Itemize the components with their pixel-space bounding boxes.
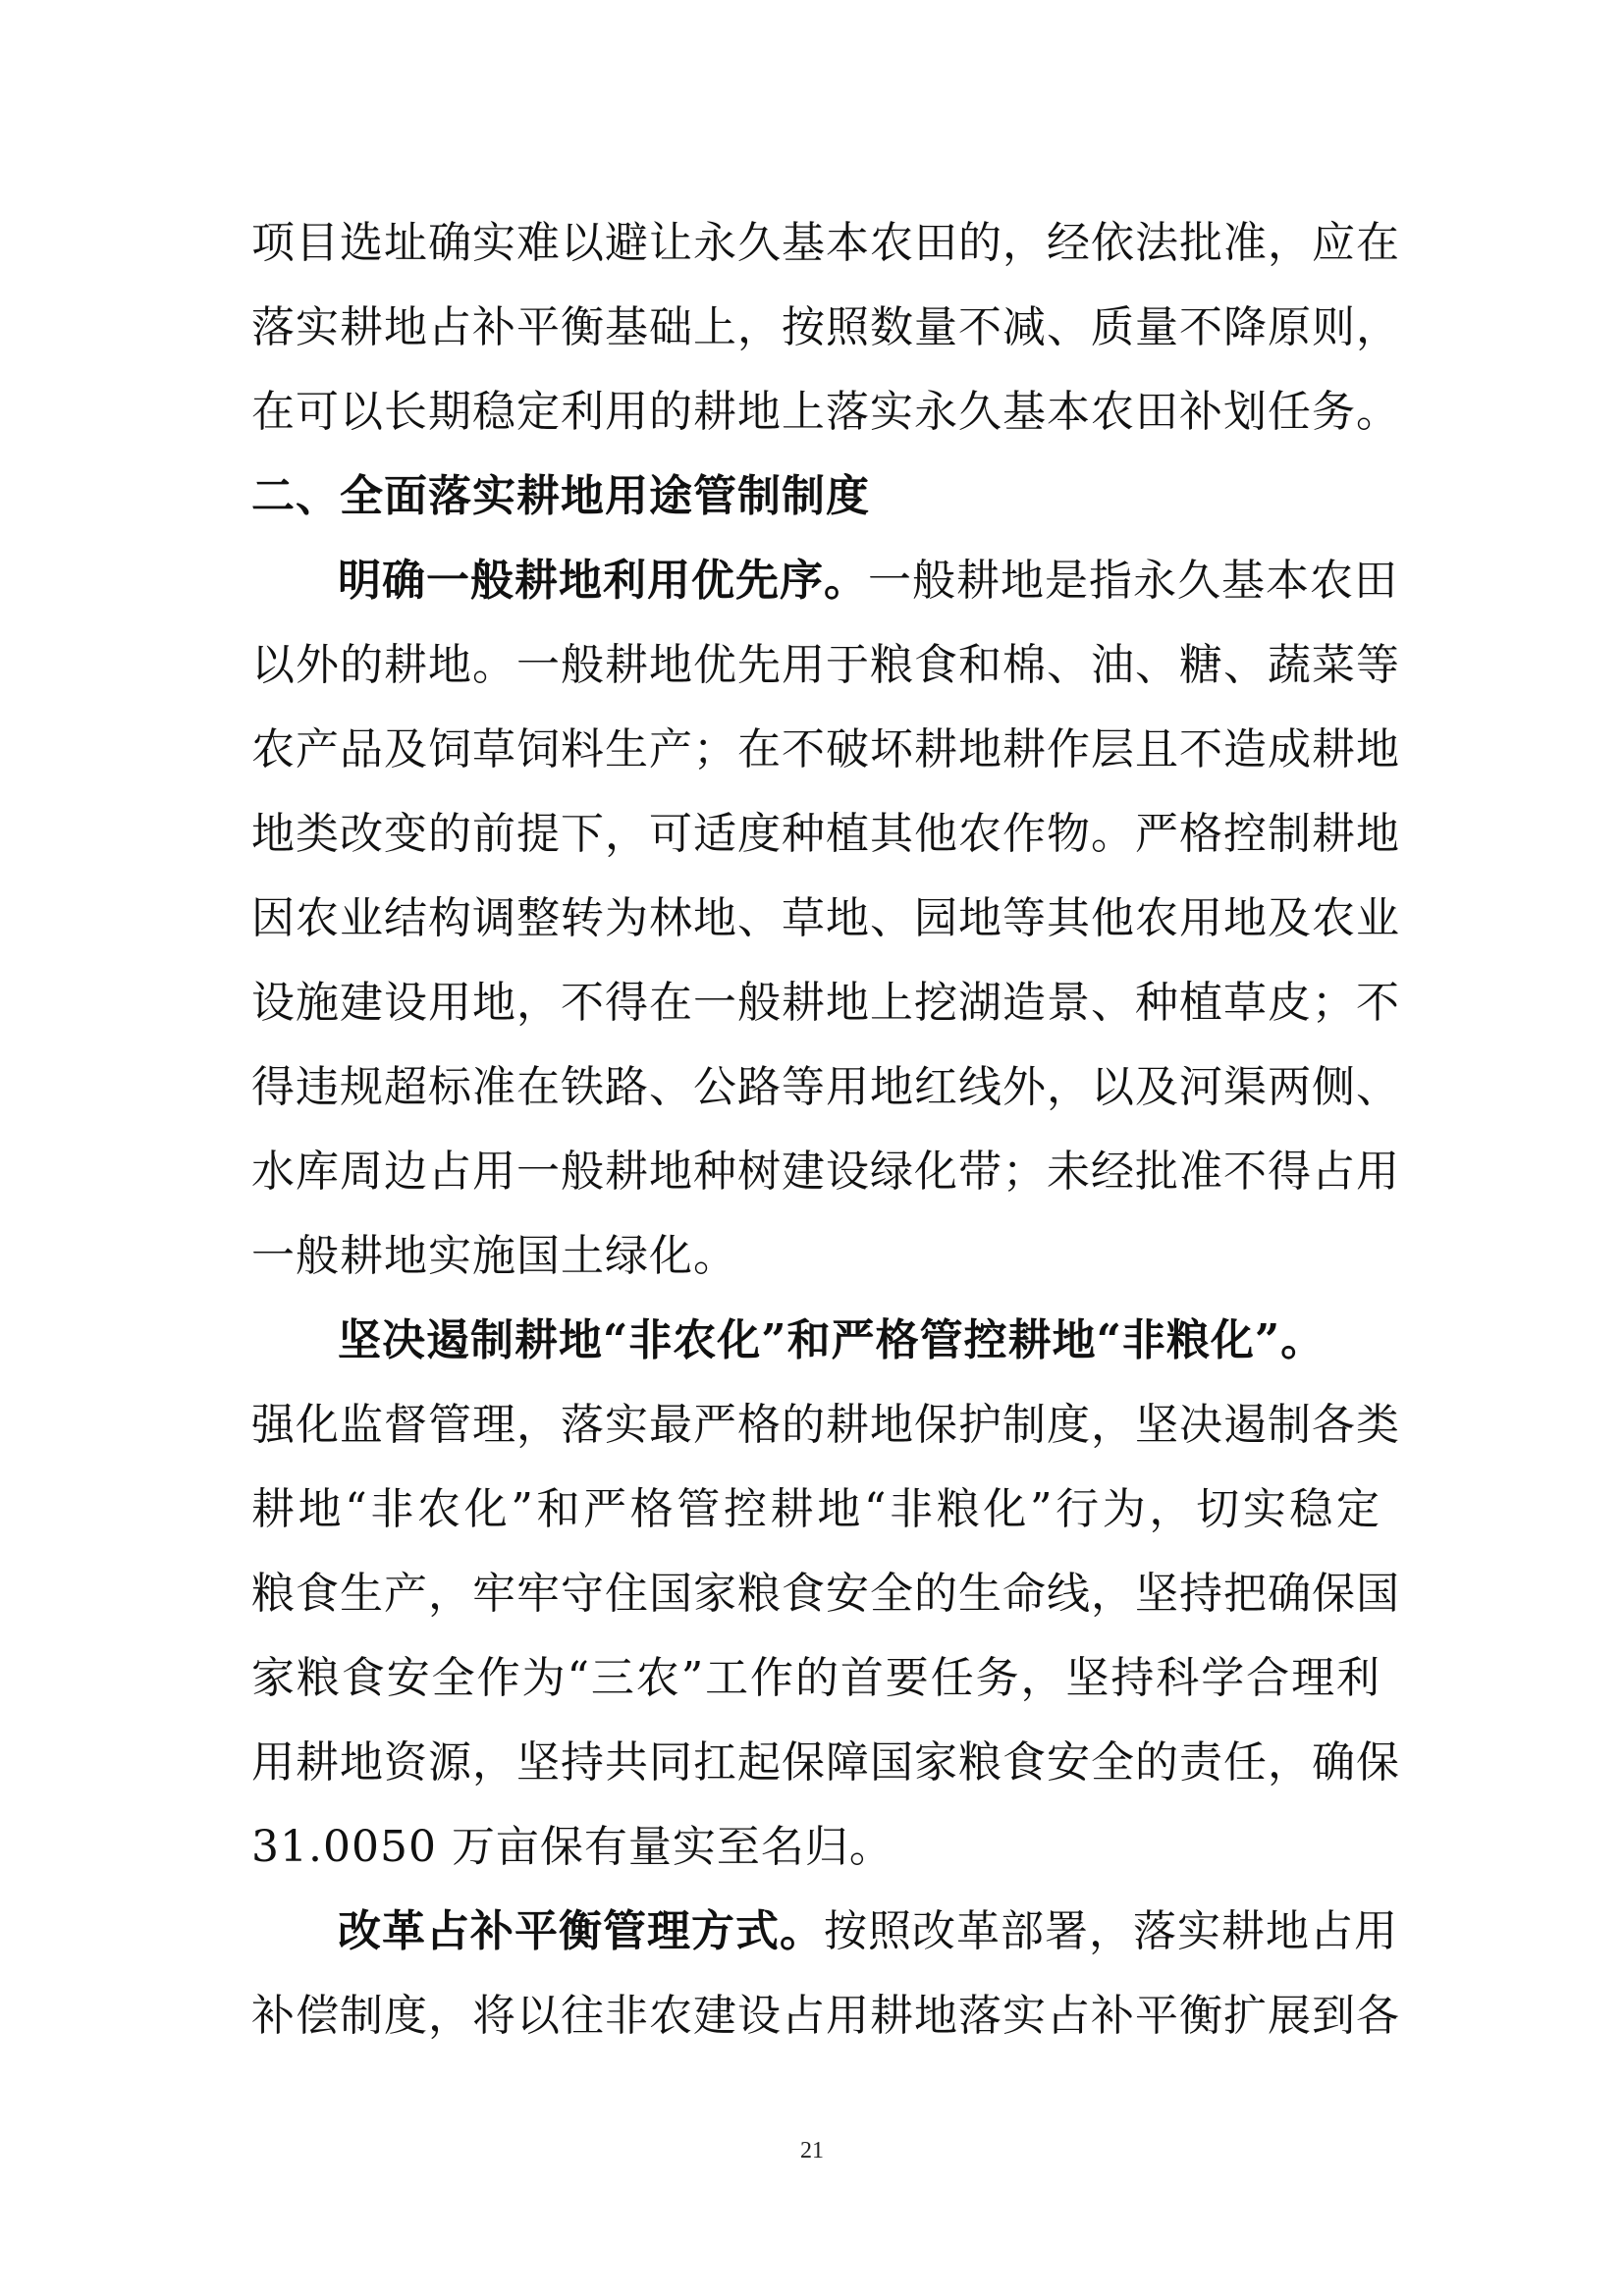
paragraph-lead: 明确一般耕地利用优先序。 xyxy=(338,556,868,606)
document-body xyxy=(251,201,1400,2058)
paragraph-lead: 改革占补平衡管理方式。 xyxy=(338,1906,824,1956)
paragraph-first-line-rest: 一般耕地是指永久基本农田 xyxy=(868,556,1398,606)
body-line: 项目选址确实难以避让永久基本农田的，经依法批准，应在 xyxy=(251,218,1400,268)
body-line: 用耕地资源，坚持共同扛起保障国家粮食安全的责任，确保 xyxy=(251,1737,1400,1788)
body-line: 设施建设用地，不得在一般耕地上挖湖造景、种植草皮；不 xyxy=(251,978,1400,1028)
body-line-last: 一般耕地实施国土绿化。 xyxy=(251,1231,737,1281)
paragraph-first-line xyxy=(251,1890,1398,1974)
paragraph-first-line-rest: 按照改革部署，落实耕地占用 xyxy=(824,1906,1398,1956)
body-line: 得违规超标准在铁路、公路等用地红线外，以及河渠两侧、 xyxy=(251,1062,1400,1112)
section-heading: 二、全面落实耕地用途管制制度 xyxy=(251,471,870,521)
body-line: 粮食生产，牢牢守住国家粮食安全的生命线，坚持把确保国 xyxy=(251,1569,1400,1619)
body-line: 耕地“非农化”和严格管控耕地“非粮化”行为，切实稳定 xyxy=(251,1484,1380,1534)
body-line: 农产品及饲草饲料生产；在不破坏耕地耕作层且不造成耕地 xyxy=(251,724,1400,774)
page-number: 21 xyxy=(800,2138,824,2163)
paragraph-first-line xyxy=(251,539,1398,623)
body-line: 地类改变的前提下，可适度种植其他农作物。严格控制耕地 xyxy=(251,809,1400,859)
body-line: 以外的耕地。一般耕地优先用于粮食和棉、油、糖、蔬菜等 xyxy=(251,640,1400,690)
body-line: 补偿制度，将以往非农建设占用耕地落实占补平衡扩展到各 xyxy=(251,1991,1400,2041)
body-line: 强化监督管理，落实最严格的耕地保护制度，坚决遏制各类 xyxy=(251,1400,1400,1450)
body-line: 家粮食安全作为“三农”工作的首要任务，坚持科学合理利 xyxy=(251,1653,1380,1703)
paragraph-lead: 坚决遏制耕地“非农化”和严格管控耕地“非粮化”。 xyxy=(338,1315,1326,1365)
body-line: 水库周边占用一般耕地种树建设绿化带；未经批准不得占用 xyxy=(251,1147,1400,1197)
body-line-last: 31.0050 万亩保有量实至名归。 xyxy=(251,1822,893,1872)
body-line: 在可以长期稳定利用的耕地上落实永久基本农田补划任务。 xyxy=(251,387,1400,437)
body-line: 因农业结构调整转为林地、草地、园地等其他农用地及农业 xyxy=(251,893,1400,943)
body-line: 落实耕地占补平衡基础上，按照数量不减、质量不降原则， xyxy=(251,302,1400,352)
